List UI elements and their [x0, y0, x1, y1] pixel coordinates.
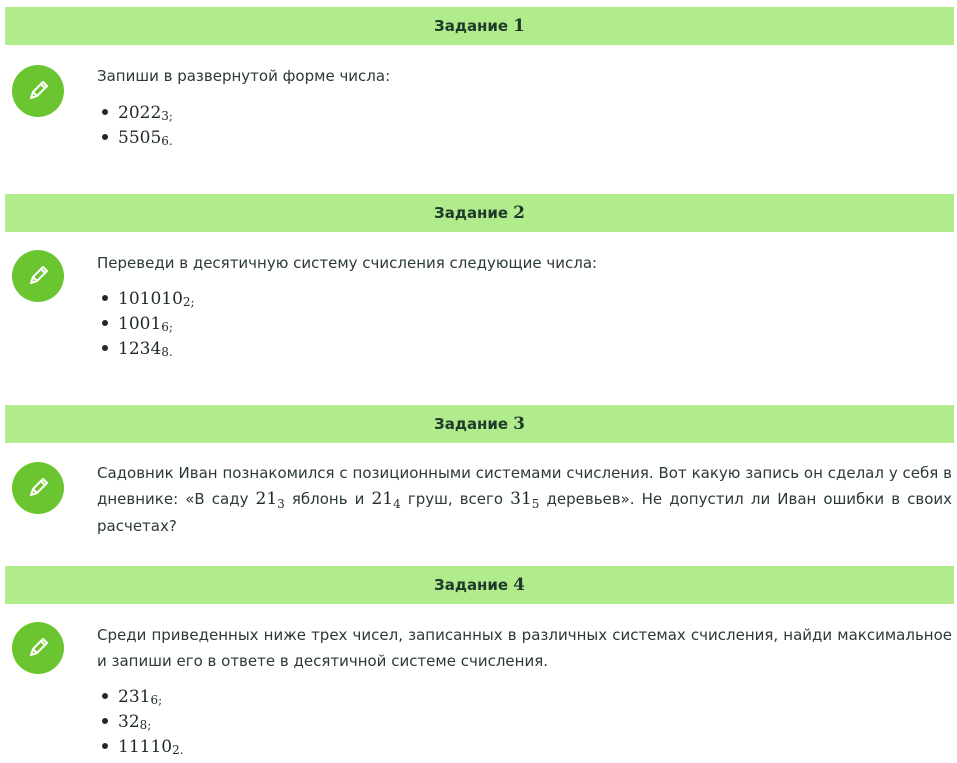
number-base: 2; — [182, 295, 195, 309]
number-value: 5505 — [118, 128, 162, 148]
bullet-dot — [102, 109, 108, 115]
number-base: 6; — [161, 320, 173, 334]
inline-number: $21_4$ — [371, 489, 401, 511]
task-word: Задание — [434, 17, 509, 35]
bullet-dot — [102, 345, 108, 351]
task-header-2 — [5, 194, 954, 232]
task-header-3 — [5, 405, 954, 443]
pencil-icon — [12, 250, 64, 302]
list-item — [102, 101, 173, 126]
task-number: 2 — [513, 203, 525, 223]
pencil-icon — [12, 462, 64, 514]
number-value: 1234 — [118, 339, 162, 359]
number-base: 3; — [161, 109, 173, 123]
task-prompt: Садовник Иван познакомился с позиционными системами счисления. Вот какую запись он сделал у себя в дневнике: «В саду $21_3$ яблонь и $21_4$ груш, всего $31_5$ деревьев». Не допустил ли Иван ошибки в своих расчетах? — [97, 464, 952, 535]
bullet-dot — [102, 693, 108, 699]
task-prompt: Запиши в развернутой форме числа: — [97, 67, 391, 85]
task-header-4 — [5, 566, 954, 604]
number-base: 8; — [139, 718, 152, 732]
list-item — [102, 710, 184, 735]
task-header-1 — [5, 7, 954, 45]
inline-number: $21_3$ — [255, 489, 285, 511]
pencil-icon — [12, 65, 64, 117]
number-value: 11110 — [118, 737, 173, 757]
task-number: 3 — [513, 414, 525, 434]
bullet-dot — [102, 320, 108, 326]
bullet-dot — [102, 134, 108, 140]
pencil-icon — [12, 622, 64, 674]
bullet-dot — [102, 743, 108, 749]
list-item — [102, 337, 195, 362]
task-number: 4 — [513, 575, 525, 595]
number-value: 1001 — [118, 314, 162, 334]
task-number: 1 — [513, 16, 525, 36]
task-word: Задание — [434, 415, 509, 433]
number-base: 8. — [161, 345, 173, 359]
number-value: 101010 — [118, 289, 183, 309]
number-value: 2022 — [118, 103, 162, 123]
list-item — [102, 312, 195, 337]
number-list — [102, 685, 184, 760]
task-word: Задание — [434, 576, 509, 594]
inline-number: $31_5$ — [510, 489, 540, 511]
list-item — [102, 685, 184, 710]
task-word: Задание — [434, 204, 509, 222]
task-prompt: Среди приведенных ниже трех чисел, записанных в различных системах счисления, найди максимальное и запиши его в ответе в десятичной системе счисления. — [97, 626, 952, 670]
list-item — [102, 735, 184, 760]
number-value: 32 — [118, 712, 140, 732]
number-list — [102, 101, 173, 151]
list-item — [102, 287, 195, 312]
number-base: 2. — [172, 743, 184, 757]
bullet-dot — [102, 295, 108, 301]
number-list — [102, 287, 195, 362]
number-value: 231 — [118, 687, 151, 707]
number-base: 6. — [161, 134, 173, 148]
bullet-dot — [102, 718, 108, 724]
task-prompt: Переведи в десятичную систему счисления следующие числа: — [97, 254, 598, 272]
number-base: 6; — [150, 693, 163, 707]
list-item — [102, 126, 173, 151]
